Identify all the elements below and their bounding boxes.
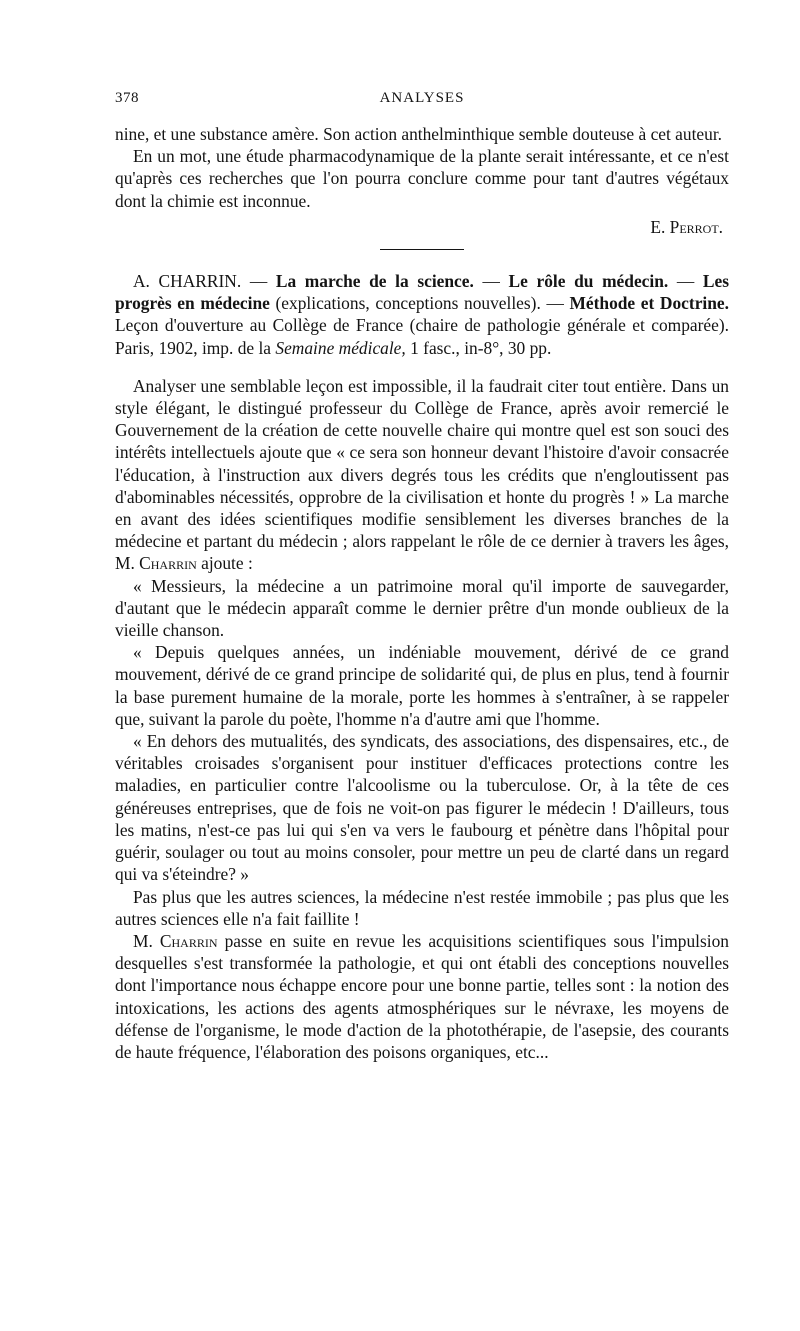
bib-author: A. CHARRIN. xyxy=(133,271,242,292)
page-header xyxy=(115,90,729,110)
bib-journal: Semaine médicale, xyxy=(275,337,406,358)
review-signature: E. Perrot. xyxy=(650,216,723,237)
author-name: M. Charrin xyxy=(115,553,197,574)
page-number: 378 xyxy=(115,90,139,106)
bib-title: Les progrès en médecine xyxy=(115,271,730,314)
prev-review-paragraph: nine, et une substance amère. Son action anthelminthique semble douteuse à cet auteur. xyxy=(115,124,723,144)
author-name: M. Charrin xyxy=(133,930,218,951)
quote-paragraph: « Depuis quelques années, un indéniable mouvement, dérivé de ce grand mouvement, dérivé de ce grand principe de solidarité qui, de plus en plus, tend à fournir la base purement humaine de la morale, porte les hommes à s'entraîner, à se rappeler que, suivant la parole du poète, l'homme n'a d'autre ami que l'homme. xyxy=(115,642,729,729)
review-paragraph: Pas plus que les autres sciences, la médecine n'est restée immobile ; pas plus que les autres sciences elle n'a fait faillite ! xyxy=(115,886,729,929)
prev-review-conclusion: En un mot, une étude pharmacodynamique de la plante serait intéressante, et ce n'est qu'après ces recherches que l'on pourra conclure comme pour tant d'autres végétaux dont la chimie est inconnue. xyxy=(115,146,729,211)
quote-paragraph: « En dehors des mutualités, des syndicats, des associations, des dispensaires, etc., de véritables croisades s'organisent pour instituer d'efficaces protections contre les maladies, en particulier contre l'alcoolisme ou la tuberculose. Or, à la tête de ces généreuses entreprises, que de fois ne voit-on pas figurer le médecin ! D'ailleurs, tous les matins, n'est-ce pas lui qui s'en va vers le faubourg et pénètre dans l'hôpital pour guérir, soulager ou tout au moins consoler, pour mettre un peu de clarté dans un regard qui va s'éteindre? » xyxy=(115,731,729,885)
section-divider xyxy=(380,249,464,250)
bibliographic-entry: A. CHARRIN. — La marche de la science. — Le rôle du médecin. — Les progrès en médecine (explications, conceptions nouvelles). — Méthode et Doctrine. Leçon d'ouverture au Collège de France (chaire de pathologie générale et comparée). Paris, 1902, imp. de la Semaine médicale, 1 fasc., in-8°, 30 pp. xyxy=(115,271,730,358)
running-head: ANALYSES xyxy=(379,90,465,106)
bib-title: Méthode et Doctrine. xyxy=(569,293,729,314)
review-paragraph: Analyser une semblable leçon est impossible, il la faudrait citer tout entière. Dans un style élégant, le distingué professeur du Collège de France, après avoir remercié le Gouvernement de la création de cette nouvelle chaire qui montre quel est son souci des intérêts intellectuels ajoute que « ce sera son honneur devant l'histoire d'avoir consacrée l'éducation, à l'instruction aux divers degrés tous les crédits que n'engloutissent pas d'abominables nécessités, opprobre de la civilisation et honte du progrès ! » La marche en avant des idées scientifiques modifie sensiblement les diverses branches de la médecine et partant du médecin ; alors rappelant le rôle de ce dernier à travers les âges, M. Charrin ajoute : xyxy=(115,375,729,574)
bib-title: La marche de la science. xyxy=(275,271,474,292)
review-paragraph: M. Charrin passe en suite en revue les acquisitions scientifiques sous l'impulsion desquelles s'est transformée la pathologie, et qui ont établi des conceptions nouvelles dont l'importance nous échappe encore pour une bonne partie, telles sont : la notion des intoxications, les actions des agents atmosphériques sur le névraxe, les moyens de défense de l'organisme, le mode d'action de la photothérapie, de l'asepsie, des courants de haute fréquence, l'élaboration des poisons organiques, etc... xyxy=(115,930,729,1062)
bib-title: Le rôle du médecin. xyxy=(508,271,669,292)
quote-paragraph: « Messieurs, la médecine a un patrimoine moral qu'il importe de sauvegarder, d'autant que le médecin apparaît comme le dernier prêtre d'un monde oublieux de la vieille chanson. xyxy=(115,575,729,641)
page-body xyxy=(115,123,729,1063)
